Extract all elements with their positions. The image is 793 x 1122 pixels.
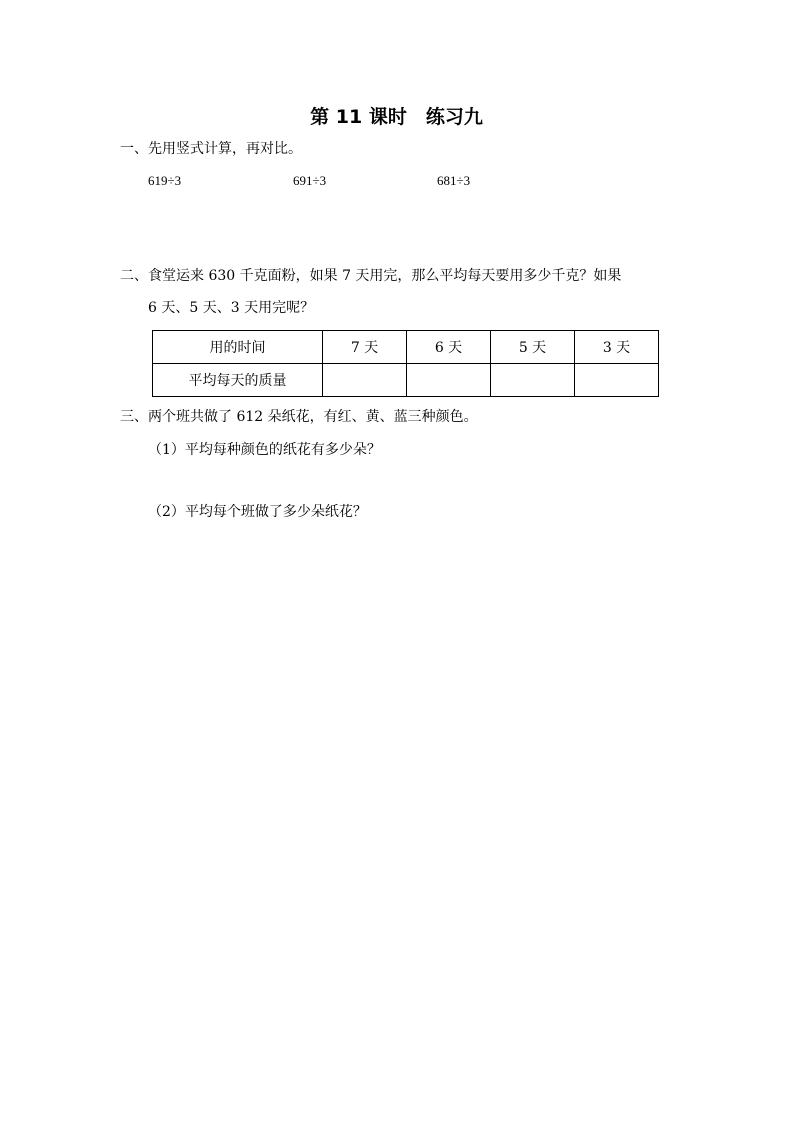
table-row (153, 364, 659, 397)
page-title: 第 11 课时 练习九 (310, 106, 483, 128)
usage-table (152, 330, 659, 397)
section2-line2: 6 天、5 天、3 天用完呢？ (148, 300, 315, 316)
table-answer-cell (407, 364, 491, 397)
table-header-cell: 5 天 (491, 331, 575, 364)
table-row-label-time: 用的时间 (153, 331, 323, 364)
expression-2: 691÷3 (293, 173, 327, 188)
table-answer-cell (491, 364, 575, 397)
table-row-label-mass: 平均每天的质量 (153, 364, 323, 397)
section1-heading: 一、先用竖式计算，再对比。 (120, 141, 302, 157)
table-header-cell: 7 天 (323, 331, 407, 364)
section3-heading: 三、两个班共做了 612 朵纸花，有红、黄、蓝三种颜色。 (120, 409, 478, 425)
section3-question-2: （2）平均每个班做了多少朵纸花？ (148, 504, 367, 520)
table-header-cell: 3 天 (575, 331, 659, 364)
expression-1: 619÷3 (148, 173, 182, 188)
table-answer-cell (575, 364, 659, 397)
section2-line1: 二、食堂运来 630 千克面粉，如果 7 天用完，那么平均每天要用多少千克？如果 (120, 268, 622, 284)
table-row (153, 331, 659, 364)
table-answer-cell (323, 364, 407, 397)
expression-3: 681÷3 (437, 173, 471, 188)
table-header-cell: 6 天 (407, 331, 491, 364)
section3-question-1: （1）平均每种颜色的纸花有多少朵？ (148, 442, 381, 458)
